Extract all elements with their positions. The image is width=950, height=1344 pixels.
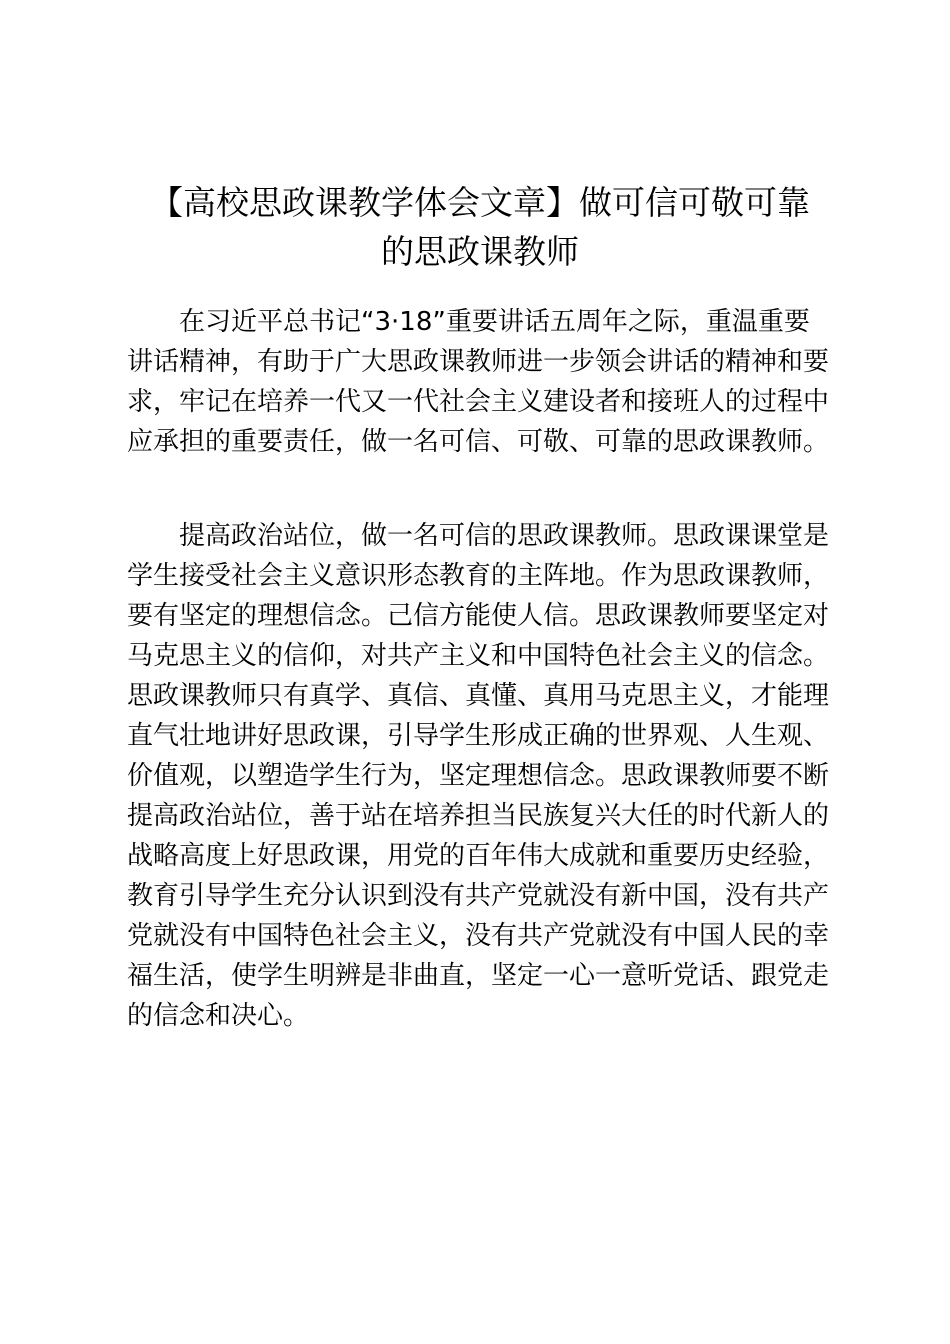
title-line: 的思政课教师 <box>381 232 579 271</box>
text-line: 提高政治站位，做一名可信的思政课教师。思政课课堂是 <box>179 521 830 551</box>
paragraph-political-stance <box>127 516 837 1036</box>
title-line: 【高校思政课教学体会文章】做可信可敬可靠 <box>150 183 810 222</box>
text-line: 思政课教师只有真学、真信、真懂、真用马克思主义，才能理 <box>127 681 830 711</box>
text-line: 战略高度上好思政课，用党的百年伟大成就和重要历史经验， <box>127 841 830 871</box>
text-line: 党就没有中国特色社会主义，没有共产党就没有中国人民的幸 <box>127 921 830 951</box>
text-line: 的信念和决心。 <box>127 1001 310 1031</box>
text-line: 教育引导学生充分认识到没有共产党就没有新中国，没有共产 <box>127 881 830 911</box>
text-line: 福生活，使学生明辨是非曲直，坚定一心一意听党话、跟党走 <box>127 961 830 991</box>
text-line: 价值观，以塑造学生行为，坚定理想信念。思政课教师要不断 <box>127 761 830 791</box>
text-line: 学生接受社会主义意识形态教育的主阵地。作为思政课教师， <box>127 561 830 591</box>
text-line: 直气壮地讲好思政课，引导学生形成正确的世界观、人生观、 <box>127 721 830 751</box>
text-line: 应承担的重要责任，做一名可信、可敬、可靠的思政课教师。 <box>127 427 830 457</box>
text-line: 求，牢记在培养一代又一代社会主义建设者和接班人的过程中 <box>127 387 830 417</box>
text-line: 要有坚定的理想信念。己信方能使人信。思政课教师要坚定对 <box>127 601 830 631</box>
text-line: 马克思主义的信仰，对共产主义和中国特色社会主义的信念。 <box>127 641 830 671</box>
text-line: 在习近平总书记“3·18”重要讲话五周年之际，重温重要 <box>179 307 810 337</box>
document-title <box>120 178 840 276</box>
text-line: 讲话精神，有助于广大思政课教师进一步领会讲话的精神和要 <box>127 347 830 377</box>
text-line: 提高政治站位，善于站在培养担当民族复兴大任的时代新人的 <box>127 801 830 831</box>
paragraph-intro <box>127 302 837 462</box>
